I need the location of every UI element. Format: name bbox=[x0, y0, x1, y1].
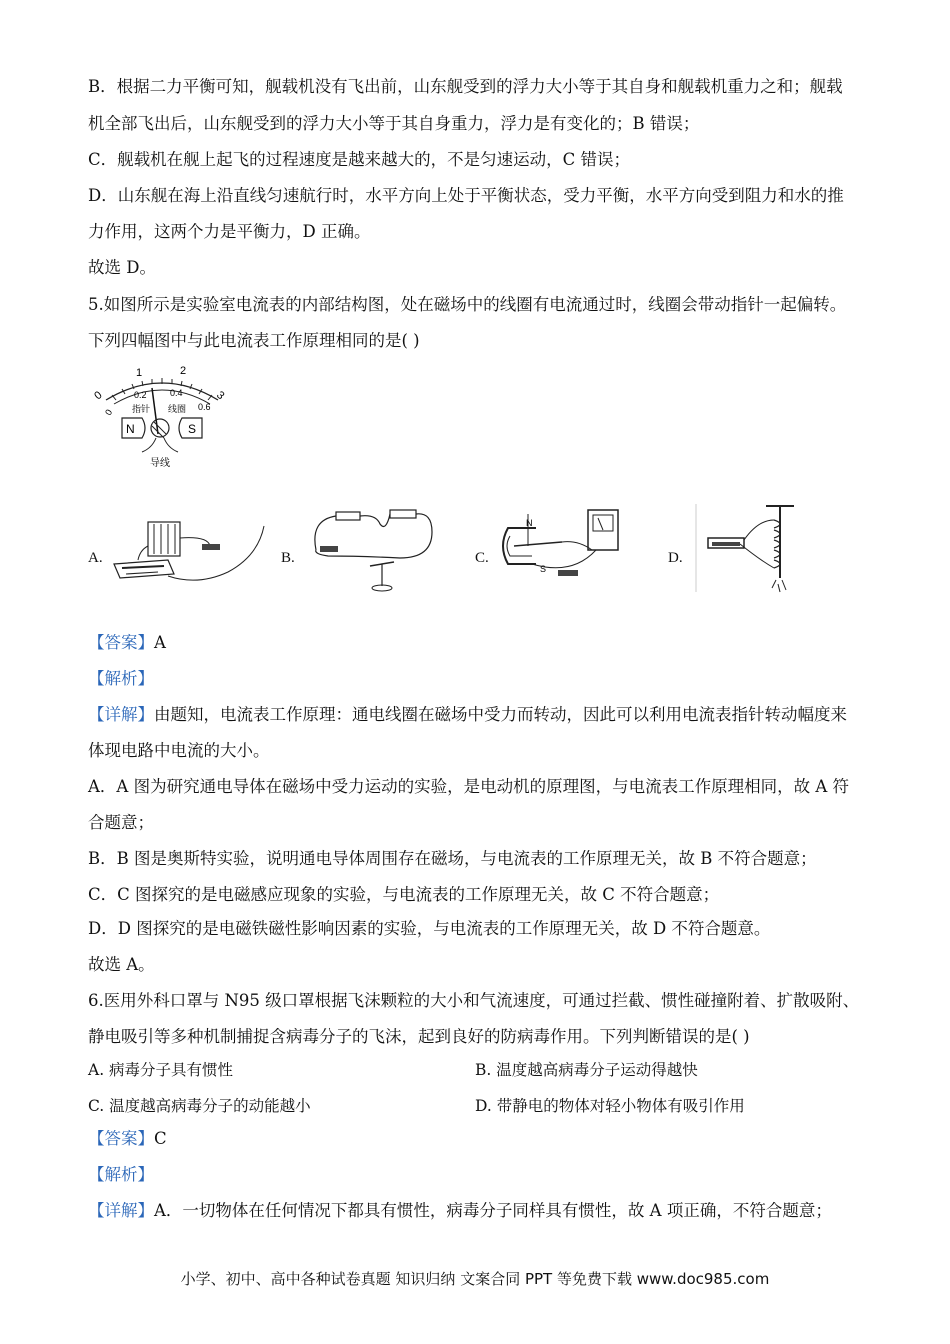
scale-top-2: 2 bbox=[180, 365, 187, 377]
fig-option-a-label: A. bbox=[88, 550, 103, 566]
answer-value: C bbox=[154, 1129, 167, 1148]
q6-answer bbox=[88, 1128, 167, 1150]
q5-analysis-a-line2: 合题意； bbox=[88, 813, 154, 832]
detail-text: 由题知，电流表工作原理：通电线圈在磁场中受力而转动，因此可以利用电流表指针转动幅度来 bbox=[154, 705, 847, 724]
fig-d-electromagnet bbox=[694, 500, 814, 596]
answer-tag: 【答案】 bbox=[88, 633, 154, 652]
fig-d-iron-nail bbox=[766, 506, 794, 578]
fig-a-motor-principle bbox=[108, 516, 268, 588]
detail-text: A．一切物体在任何情况下都具有惯性，病毒分子同样具有惯性，故 A 项正确，不符合题意； bbox=[154, 1201, 832, 1220]
q4-option-d-line2: 力作用，这两个力是平衡力，D 正确。 bbox=[88, 222, 371, 241]
answer-tag: 【答案】 bbox=[88, 1129, 154, 1148]
scale-bottom-02: 0.2 bbox=[134, 390, 147, 400]
q5-analysis-tag: 【解析】 bbox=[88, 669, 154, 688]
q5-answer bbox=[88, 632, 166, 654]
fig-c-switch bbox=[558, 570, 578, 576]
q6-option-b: B. 温度越高病毒分子运动得越快 bbox=[475, 1061, 698, 1079]
q5-analysis-b: B．B 图是奥斯特实验，说明通电导体周围存在磁场，与电流表的工作原理无关，故 B 不符合题意； bbox=[88, 849, 817, 868]
magnet-s-label: S bbox=[188, 422, 197, 436]
fig-c-s-label: S bbox=[540, 564, 547, 574]
q5-analysis-d: D．D 图探究的是电磁铁磁性影响因素的实验，与电流表的工作原理无关，故 D 不符合题意。 bbox=[88, 919, 771, 938]
magnet-n-label: N bbox=[126, 422, 135, 436]
q6-stem-line1: 6.医用外科口罩与 N95 级口罩根据飞沫颗粒的大小和气流速度，可通过拦截、惯性碰撞附着、扩散吸附、 bbox=[88, 991, 860, 1010]
q6-analysis-tag: 【解析】 bbox=[88, 1165, 154, 1184]
q4-option-b-line1: B．根据二力平衡可知，舰载机没有飞出前，山东舰受到的浮力大小等于其自身和舰载机重力之和；舰载 bbox=[88, 77, 843, 96]
ammeter-structure-figure bbox=[92, 362, 232, 474]
q4-option-d-line1: D．山东舰在海上沿直线匀速航行时，水平方向上处于平衡状态，受力平衡，水平方向受到阻力和水的推 bbox=[88, 186, 844, 205]
q6-option-c: C. 温度越高病毒分子的动能越小 bbox=[88, 1097, 311, 1115]
fig-a-switch bbox=[202, 544, 220, 550]
detail-tag: 【详解】 bbox=[88, 705, 154, 724]
coil-label: 线圈 bbox=[168, 404, 187, 414]
q5-detail-line1 bbox=[88, 704, 847, 726]
q6-stem-line2: 静电吸引等多种机制捕捉含病毒分子的飞沫，起到良好的防病毒作用。下列判断错误的是( ) bbox=[88, 1027, 750, 1046]
q5-detail-line2: 体现电路中电流的大小。 bbox=[88, 741, 270, 760]
scale-top-1: 1 bbox=[136, 367, 143, 379]
q5-analysis-c: C．C 图探究的是电磁感应现象的实验，与电流表的工作原理无关，故 C 不符合题意； bbox=[88, 885, 720, 904]
page-footer: 小学、初中、高中各种试卷真题 知识归纳 文案合同 PPT 等免费下载 www.doc985.com bbox=[180, 1270, 770, 1288]
fig-option-c-label: C. bbox=[475, 550, 489, 566]
q4-option-b-line2: 机全部飞出后，山东舰受到的浮力大小等于其自身重力，浮力是有变化的；B 错误； bbox=[88, 114, 700, 133]
fig-b-oersted-experiment bbox=[300, 502, 440, 594]
q5-analysis-a-line1: A．A 图为研究通电导体在磁场中受力运动的实验，是电动机的原理图，与电流表工作原理相同，故 A 符 bbox=[88, 777, 849, 796]
scale-top-0: 0 bbox=[92, 389, 105, 403]
pointer-label: 指针 bbox=[132, 404, 151, 414]
fig-c-n-label: N bbox=[526, 518, 533, 528]
scale-bottom-06: 0.6 bbox=[198, 402, 211, 412]
fig-c-conductor-rod bbox=[514, 542, 562, 546]
scale-bottom-0: 0 bbox=[103, 407, 115, 417]
q6-detail-line1 bbox=[88, 1200, 832, 1222]
q4-conclusion: 故选 D。 bbox=[88, 258, 156, 277]
q5-stem-line2: 下列四幅图中与此电流表工作原理相同的是( ) bbox=[88, 331, 420, 350]
scale-bottom-04: 0.4 bbox=[170, 388, 183, 398]
wire-label: 导线 bbox=[150, 458, 170, 469]
q6-option-d: D. 带静电的物体对轻小物体有吸引作用 bbox=[475, 1097, 745, 1115]
fig-option-b-label: B. bbox=[281, 550, 295, 566]
q4-option-c: C．舰载机在舰上起飞的过程速度是越来越大的，不是匀速运动，C 错误； bbox=[88, 150, 630, 169]
detail-tag: 【详解】 bbox=[88, 1201, 154, 1220]
fig-b-switch bbox=[320, 546, 338, 552]
q6-option-a: A. 病毒分子具有惯性 bbox=[88, 1061, 234, 1079]
answer-value: A bbox=[154, 633, 166, 652]
fig-d-switch bbox=[712, 542, 740, 546]
fig-option-d-label: D. bbox=[668, 550, 683, 566]
fig-c-electromagnetic-induction bbox=[492, 506, 642, 590]
q5-stem-line1: 5.如图所示是实验室电流表的内部结构图，处在磁场中的线圈有电流通过时，线圈会带动指针一起偏转。 bbox=[88, 295, 847, 314]
scale-top-3: 3 bbox=[214, 389, 227, 403]
q5-conclusion: 故选 A。 bbox=[88, 955, 155, 974]
